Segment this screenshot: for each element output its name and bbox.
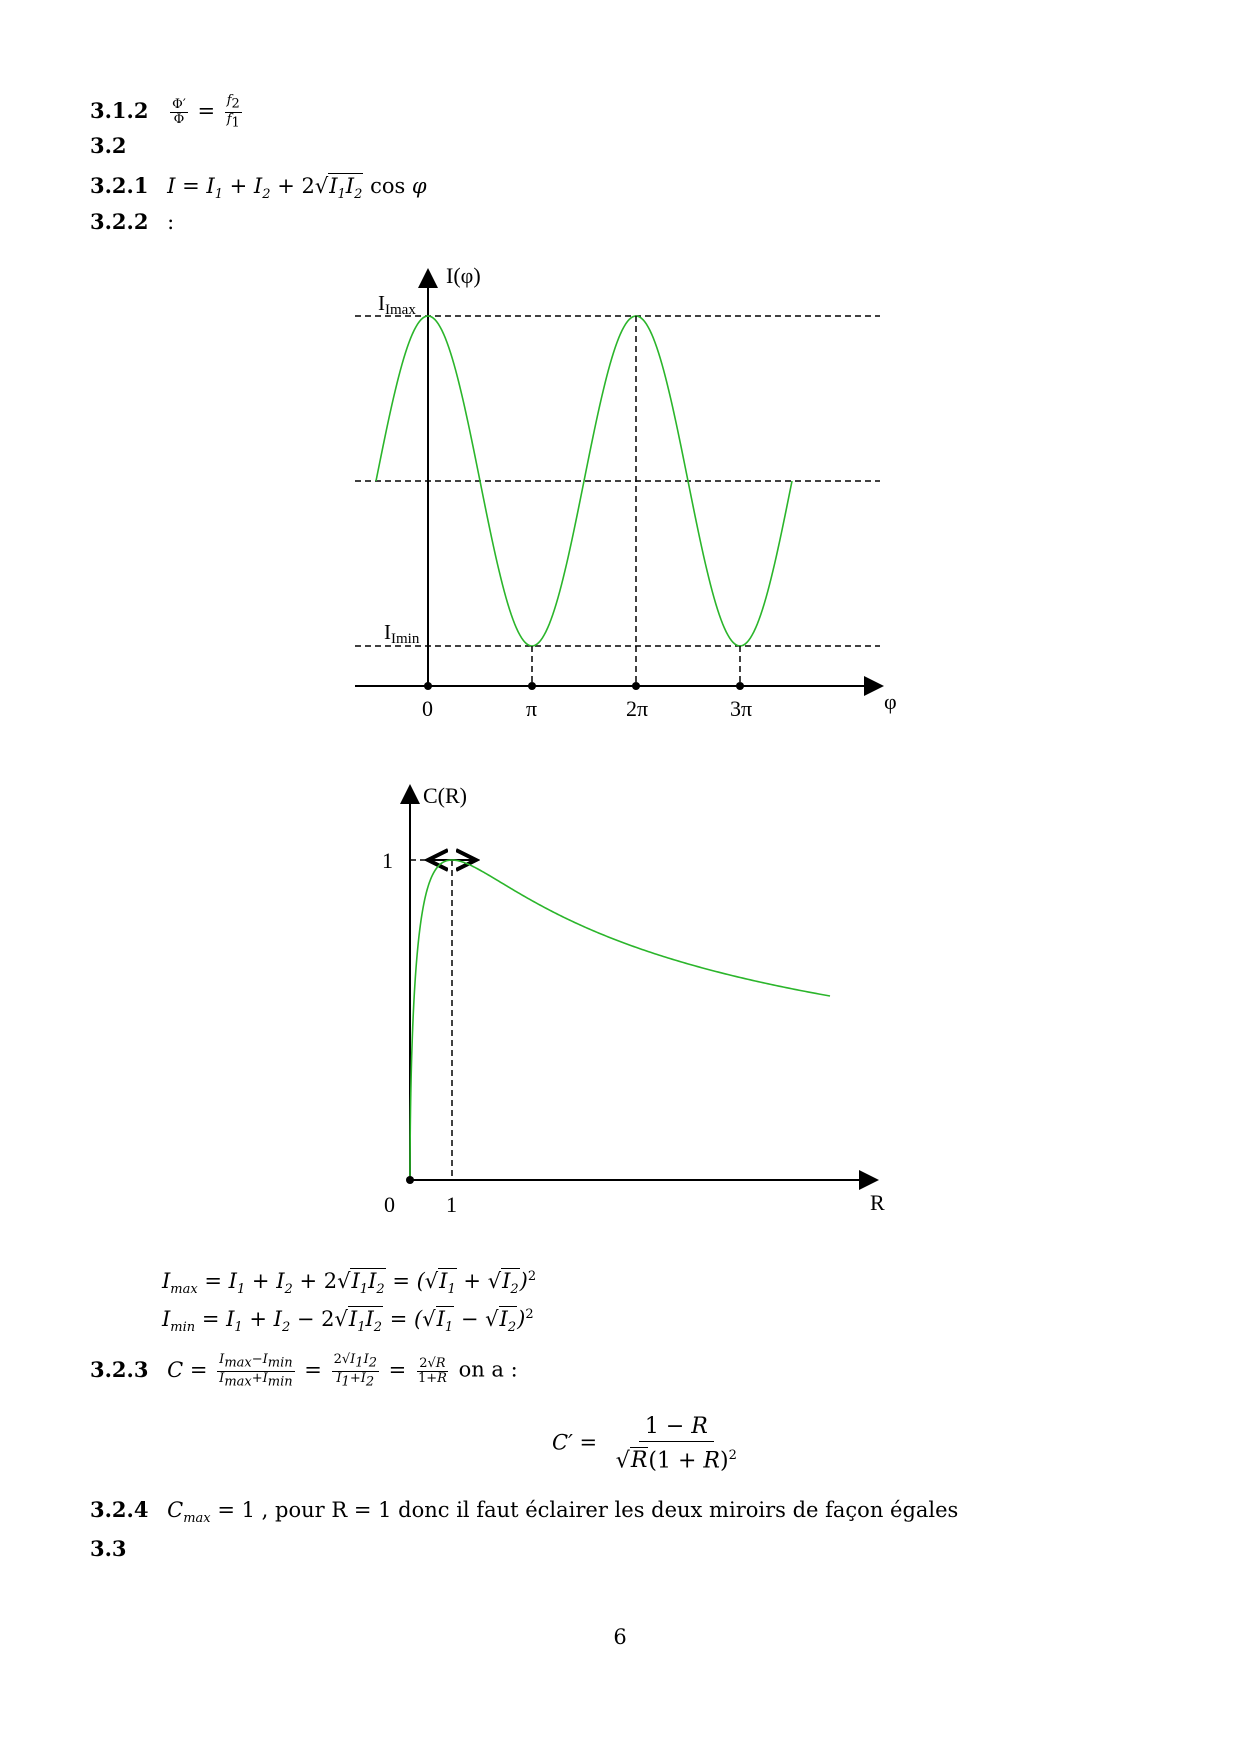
section-3-2-1: [90, 172, 427, 209]
section-label: 3.3: [90, 1536, 127, 1561]
section-label: 3.1.2: [90, 97, 149, 123]
x-tick-label: 3π: [730, 696, 753, 721]
section-3-2-3: [90, 1353, 518, 1389]
intensity-chart: [340, 255, 920, 735]
on-a-text: on a :: [458, 1357, 518, 1382]
tick-dot: [632, 682, 640, 690]
page-number: 6: [613, 1625, 627, 1649]
contrast-curve: [410, 860, 830, 1180]
section-label: 3.2.3: [90, 1356, 149, 1382]
y-tick-label: 1: [382, 848, 393, 873]
y-axis-label: I(φ): [446, 263, 481, 288]
tick-dot: [424, 682, 432, 690]
section-3-1-2: [90, 94, 245, 130]
derivative-equation: C′ = $\frac{1 - R}{√R(1 + R)^2}$: [552, 1414, 737, 1474]
ratio-equation: $\frac{\Phi'}{\Phi}$ = $\frac{f_2}{f_1}$: [172, 93, 240, 131]
section-3-2-4: 3.2.4 $C_{max} = 1$ , pour R = 1 donc il faut éclairer les deux miroirs de façon égales: [90, 1497, 959, 1527]
section-label: 3.2: [90, 133, 127, 158]
section-label: 3.2.4: [90, 1497, 149, 1522]
section-3-3: [90, 1535, 139, 1563]
x-tick-label: 0: [384, 1192, 395, 1217]
contrast-chart: [370, 778, 910, 1228]
origin-dot: [406, 1176, 414, 1184]
x-tick-label: 0: [422, 696, 433, 721]
section-3-2-2: [90, 208, 174, 236]
section-label: 3.2.2: [90, 209, 149, 234]
intensity-equation: $I = I_1 + I_2 + 2√I_1I_2$ cos φ: [167, 174, 427, 203]
y-axis-label: C(R): [423, 783, 467, 808]
section-label: 3.2.1: [90, 173, 149, 198]
imax-label: IImax: [378, 291, 416, 318]
x-tick-label: 1: [446, 1192, 457, 1217]
conclusion-text: , pour R = 1 donc il faut éclairer les deux miroirs de façon égales: [261, 1498, 959, 1522]
tick-dot: [528, 682, 536, 690]
imax-equation: $I_{max} = I_1 + I_2 + 2√I_1I_2 = (√I_1 + √I_2)^2$: [162, 1269, 537, 1298]
x-tick-label: π: [526, 696, 538, 721]
section-3-2: [90, 132, 139, 160]
imin-label: IImin: [384, 620, 420, 647]
colon: :: [167, 210, 175, 234]
tick-dot: [736, 682, 744, 690]
x-axis-label: φ: [884, 689, 897, 714]
x-axis-label: R: [870, 1190, 885, 1215]
imin-equation: $I_{min} = I_1 + I_2 - 2√I_1I_2 = (√I_1 - √I_2)^2$: [162, 1307, 534, 1336]
x-tick-label: 2π: [626, 696, 649, 721]
contrast-equation: C = $\frac{I_{max}-I_{min}}{I_{max}+I_{min}}$ = $\frac{2√I_1I_2}{I_1+I_2}$ = $\frac{2√R}{1+R}$: [167, 1352, 447, 1390]
